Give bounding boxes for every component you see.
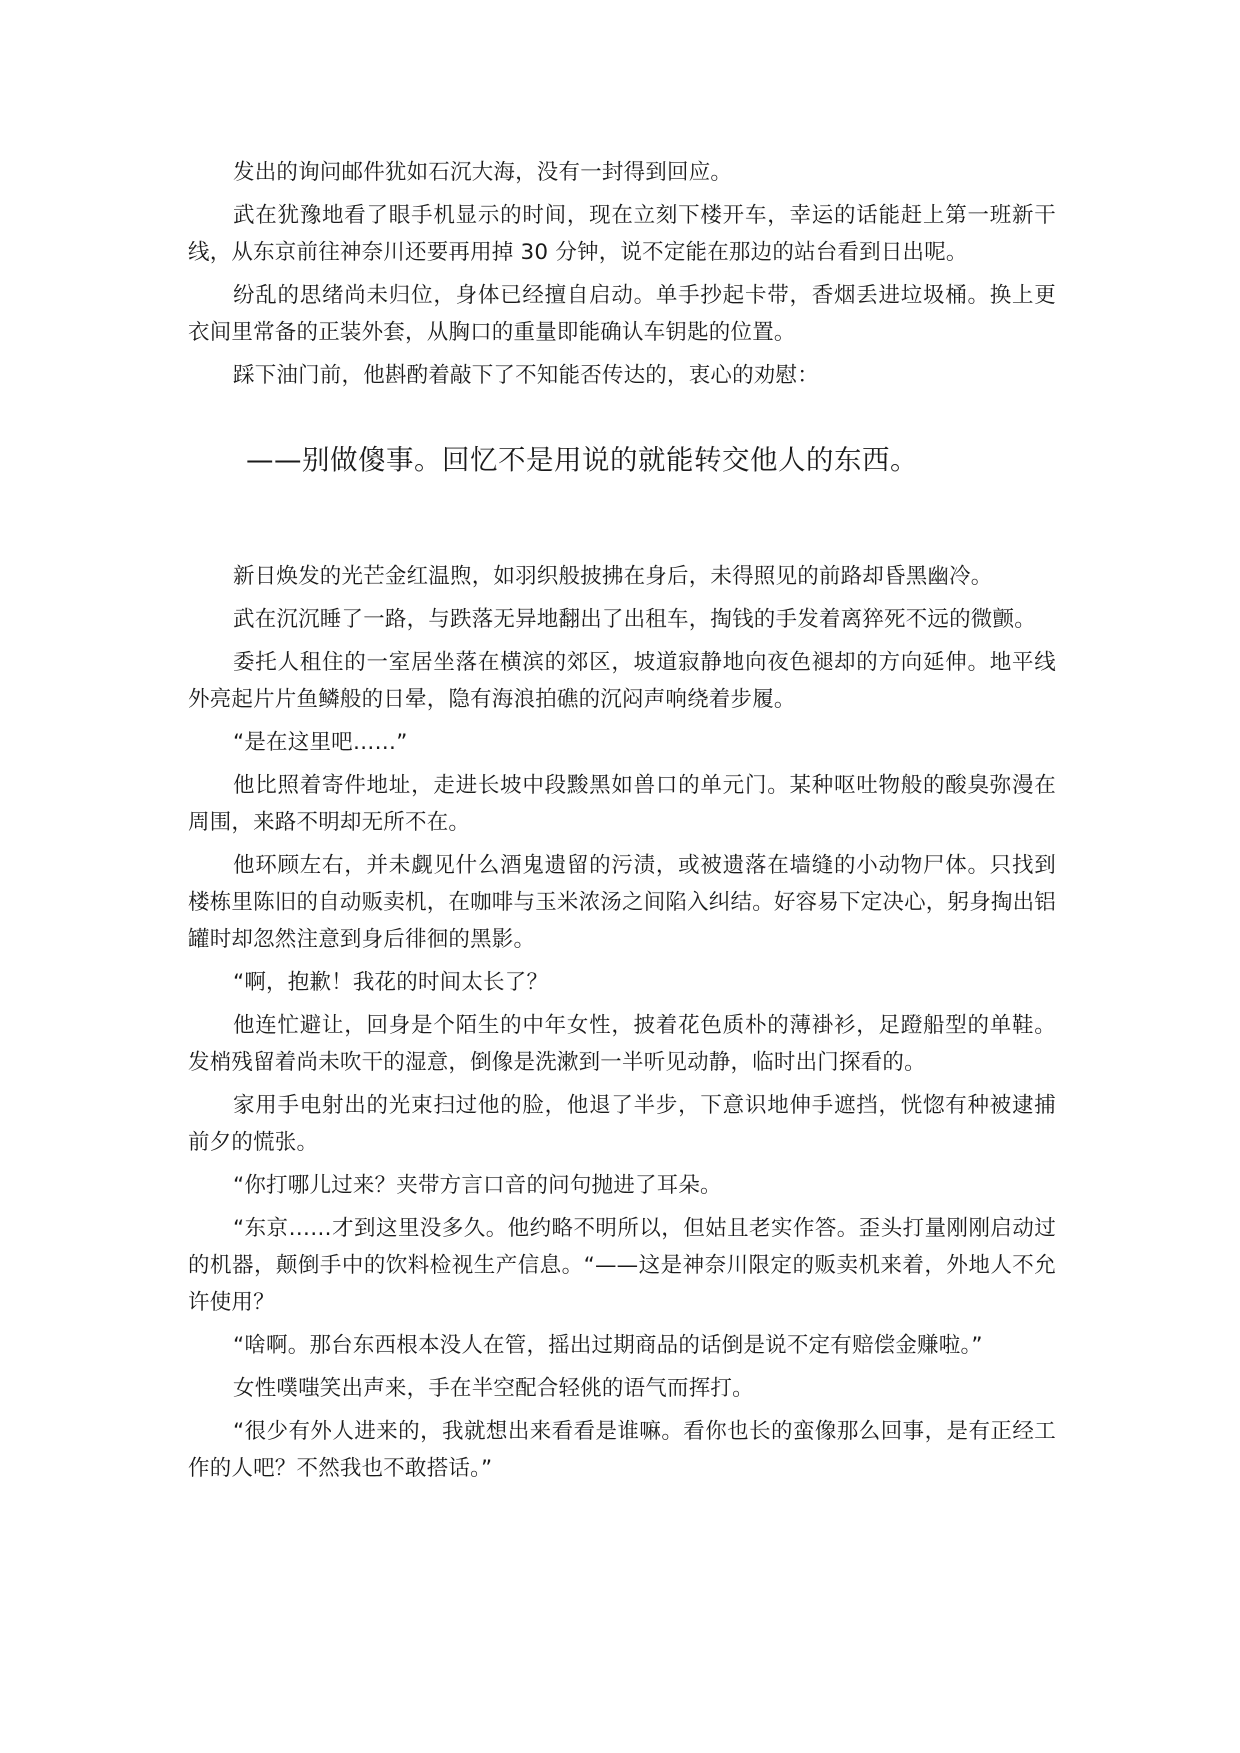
text-section-1 xyxy=(188,154,1056,400)
paragraph: “啊，抱歉！我花的时间太长了？ xyxy=(233,970,549,995)
paragraph: 他比照着寄件地址，走进长坡中段黢黑如兽口的单元门。某种呕吐物般的酸臭弥漫在周围，来路不明却无所不在。 xyxy=(188,773,1056,835)
paragraph: “是在这里吧……” xyxy=(233,730,408,755)
paragraph: 家用手电射出的光束扫过他的脸，他退了半步，下意识地伸手遮挡，恍惚有种被逮捕前夕的慌张。 xyxy=(188,1093,1056,1155)
text-section-2 xyxy=(188,558,1056,1493)
paragraph: 新日焕发的光芒金红温煦，如羽织般披拂在身后，未得照见的前路却昏黑幽冷。 xyxy=(233,564,993,589)
paragraph: 委托人租住的一室居坐落在横滨的郊区，坡道寂静地向夜色褪却的方向延伸。地平线外亮起片片鱼鳞般的日晕，隐有海浪拍礁的沉闷声响绕着步履。 xyxy=(188,650,1056,712)
paragraph: 纷乱的思绪尚未归位，身体已经擅自启动。单手抄起卡带，香烟丢进垃圾桶。换上更衣间里常备的正装外套，从胸口的重量即能确认车钥匙的位置。 xyxy=(188,283,1056,345)
paragraph: 他连忙避让，回身是个陌生的中年女性，披着花色质朴的薄褂衫，足蹬船型的单鞋。发梢残留着尚未吹干的湿意，倒像是洗漱到一半听见动静，临时出门探看的。 xyxy=(188,1013,1056,1075)
paragraph: “你打哪儿过来？夹带方言口音的问句抛进了耳朵。 xyxy=(233,1173,722,1198)
paragraph: 他环顾左右，并未觑见什么酒鬼遗留的污渍，或被遗落在墙缝的小动物尸体。只找到楼栋里陈旧的自动贩卖机，在咖啡与玉米浓汤之间陷入纠结。好容易下定决心，躬身掏出铝罐时却忽然注意到身后徘徊的黑影。 xyxy=(188,853,1057,952)
paragraph: 发出的询问邮件犹如石沉大海，没有一封得到回应。 xyxy=(233,160,733,185)
paragraph: 武在犹豫地看了眼手机显示的时间，现在立刻下楼开车，幸运的话能赶上第一班新干线，从东京前往神奈川还要再用掉 30 分钟，说不定能在那边的站台看到日出呢。 xyxy=(188,203,1056,265)
emphasis-quote: ——别做傻事。回忆不是用说的就能转交他人的东西。 xyxy=(246,444,918,476)
paragraph: “很少有外人进来的，我就想出来看看是谁嘛。看你也长的蛮像那么回事，是有正经工作的人吧？不然我也不敢搭话。” xyxy=(188,1419,1056,1481)
paragraph: “东京……才到这里没多久。他约略不明所以，但姑且老实作答。歪头打量刚刚启动过的机器，颠倒手中的饮料检视生产信息。“——这是神奈川限定的贩卖机来着，外地人不允许使用？ xyxy=(188,1216,1056,1315)
paragraph: 武在沉沉睡了一路，与跌落无异地翻出了出租车，掏钱的手发着离猝死不远的微颤。 xyxy=(233,607,1036,632)
paragraph: 踩下油门前，他斟酌着敲下了不知能否传达的，衷心的劝慰： xyxy=(233,363,819,388)
paragraph: “啥啊。那台东西根本没人在管，摇出过期商品的话倒是说不定有赔偿金赚啦。” xyxy=(233,1333,983,1358)
paragraph: 女性噗嗤笑出声来，手在半空配合轻佻的语气而挥打。 xyxy=(233,1376,754,1401)
